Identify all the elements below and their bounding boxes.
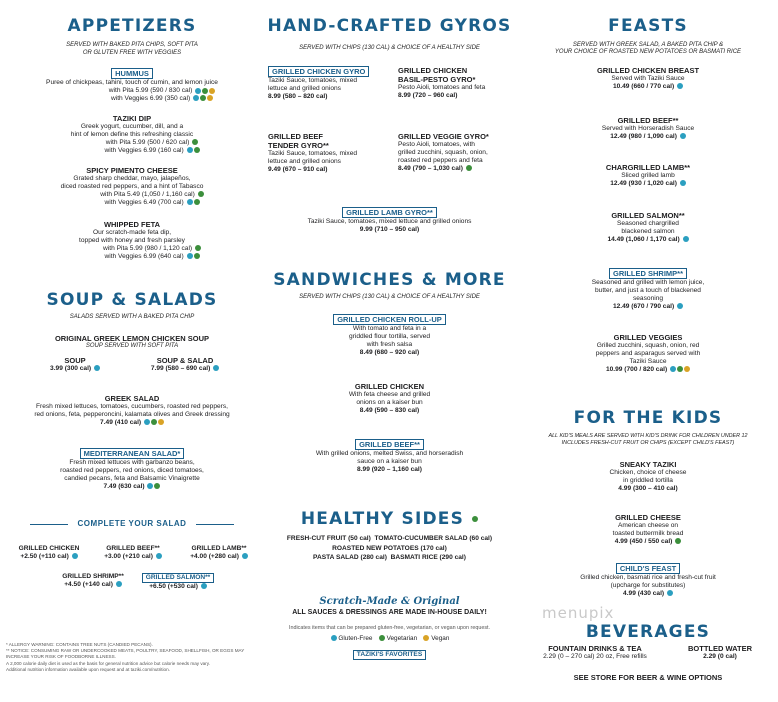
veggie-gyro-item bbox=[398, 132, 516, 173]
pesto-gyro-desc: Pesto Aioli, tomatoes and feta bbox=[398, 84, 486, 91]
healthy-sides-title bbox=[262, 509, 517, 529]
sandwiches-subtitle: SERVED WITH CHIPS (130 CAL) & CHOICE OF A HEALTHY SIDE bbox=[299, 294, 480, 300]
footnote-2: ** NOTICE: CONSUMING RAW OR UNDERCOOKED MEATS, POULTRY, SEAFOOD, SHELLFISH, OR EGGS MAY bbox=[6, 648, 245, 654]
vegan-icon bbox=[158, 419, 164, 425]
pimento-cheese-price-pita: with Pita 5.49 (1,050 / 1,160 cal) bbox=[100, 190, 195, 198]
pimento-cheese-desc-1: Grated sharp cheddar, mayo, jalapeños, bbox=[73, 175, 191, 182]
feast-salmon-name: GRILLED SALMON** bbox=[611, 211, 685, 220]
chicken-sandwich-desc-1: With feta cheese and grilled bbox=[348, 391, 431, 398]
beef-sandwich-desc-1: With grilled onions, melted Swiss, and horseradish bbox=[315, 450, 464, 458]
grilled-cheese-name: GRILLED CHEESE bbox=[615, 513, 681, 522]
beef-gyro-desc-1: Taziki Sauce, tomatoes, mixed bbox=[268, 150, 358, 157]
divider bbox=[196, 524, 234, 525]
vegan-icon bbox=[684, 366, 690, 372]
vegan-icon bbox=[207, 95, 213, 101]
gluten-free-icon bbox=[680, 133, 686, 139]
legend-vegetarian: Vegetarian bbox=[386, 635, 418, 642]
footnote-3: INCREASE YOUR RISK OF FOODBORNE ILLNESS. bbox=[6, 654, 116, 660]
beverages-title: BEVERAGES bbox=[585, 622, 711, 642]
rollup-desc-1: With tomato and feta in a bbox=[352, 325, 427, 333]
feast-shrimp-desc-2: butter, and just a touch of blackened bbox=[595, 287, 701, 295]
feast-veggies-name: GRILLED VEGGIES bbox=[613, 333, 683, 342]
beef-gyro-item bbox=[268, 132, 386, 174]
soup-price: 3.99 (300 cal) bbox=[50, 365, 92, 372]
pesto-gyro-name-2: BASIL-PESTO GYRO* bbox=[398, 75, 476, 84]
pesto-gyro-price: 8.99 (720 – 960 cal) bbox=[398, 91, 458, 99]
taziki-dip-item bbox=[0, 114, 264, 155]
complete-salad-heading: COMPLETE YOUR SALAD bbox=[77, 519, 187, 528]
vegan-icon bbox=[423, 635, 429, 641]
chicken-gyro-desc-1: Taziki Sauce, tomatoes, mixed bbox=[268, 77, 358, 85]
addon-lamb bbox=[184, 545, 254, 561]
hummus-price-pita: with Pita 5.99 (590 / 830 cal) bbox=[108, 87, 193, 95]
addon-price: +3.00 (+210 cal) bbox=[104, 552, 153, 560]
whipped-feta-price-pita: with Pita 5.99 (980 / 1,120 cal) bbox=[103, 244, 193, 252]
rollup-name: GRILLED CHICKEN ROLL-UP bbox=[333, 314, 446, 325]
vegetarian-icon bbox=[202, 88, 208, 94]
taziki-dip-name: TAZIKI DIP bbox=[112, 114, 152, 123]
pimento-cheese-name: SPICY PIMENTO CHEESE bbox=[86, 166, 178, 175]
vegetarian-icon bbox=[466, 165, 472, 171]
addon-salmon bbox=[140, 573, 216, 591]
gyros-title: HAND-CRAFTED GYROS bbox=[267, 16, 512, 36]
feast-chicken-name: GRILLED CHICKEN BREAST bbox=[596, 66, 700, 75]
gluten-free-icon bbox=[677, 303, 683, 309]
beer-wine-note: SEE STORE FOR BEER & WINE OPTIONS bbox=[573, 673, 723, 682]
vegetarian-icon bbox=[677, 366, 683, 372]
mediterranean-salad-price: 7.49 (630 cal) bbox=[103, 483, 145, 491]
kids-title: FOR THE KIDS bbox=[573, 408, 723, 428]
feast-veggies-desc-3: Taziki Sauce bbox=[629, 357, 667, 365]
rollup-price: 8.49 (680 – 920 cal) bbox=[359, 349, 420, 357]
chicken-sandwich-desc-2: onions on a kaiser bun bbox=[356, 398, 423, 406]
feast-beef-item bbox=[518, 116, 778, 141]
feasts-title: FEASTS bbox=[608, 16, 688, 36]
sides-list bbox=[262, 534, 517, 563]
soup-salad-price: 7.99 (580 – 690 cal) bbox=[150, 365, 211, 372]
soup-salad-label: SOUP & SALAD bbox=[156, 356, 214, 365]
rollup-desc-3: with fresh salsa bbox=[366, 341, 413, 349]
bottled-water-name: BOTTLED WATER bbox=[687, 644, 753, 653]
veggie-gyro-desc-3: roasted red peppers and feta bbox=[398, 156, 483, 164]
sneaky-taziki-desc-2: in griddled tortilla bbox=[623, 476, 673, 484]
beef-gyro-price: 9.49 (670 – 910 cal) bbox=[268, 165, 328, 173]
childs-feast-item bbox=[518, 563, 778, 598]
addon-price: +4.50 (+140 cal) bbox=[64, 580, 113, 588]
whipped-feta-desc-1: Our scratch-made feta dip, bbox=[92, 229, 172, 236]
feast-salmon-price: 14.49 (1,060 / 1,170 cal) bbox=[607, 235, 680, 243]
lemon-soup-name: ORIGINAL GREEK LEMON CHICKEN SOUP bbox=[54, 334, 210, 343]
hummus-name: HUMMUS bbox=[111, 68, 153, 79]
gluten-free-icon bbox=[242, 553, 248, 559]
footnote-4: A 2,000 calorie daily diet is used as the basis for general nutrition advice but calorie needs may vary. bbox=[6, 660, 210, 666]
fountain-drinks-price: 2.29 (0 – 270 cal) 20 oz, Free refills bbox=[543, 653, 647, 660]
beef-sandwich-name: GRILLED BEEF** bbox=[355, 439, 424, 450]
feast-salmon-item bbox=[518, 211, 778, 244]
gluten-free-icon bbox=[331, 635, 337, 641]
addon-name: GRILLED SALMON** bbox=[142, 573, 214, 583]
feast-shrimp-item bbox=[518, 268, 778, 311]
mediterranean-salad-desc-1: Fresh mixed lettuces with garbanzo beans, bbox=[69, 459, 195, 467]
house-made-note: ALL SAUCES & DRESSINGS ARE MADE IN-HOUSE DAILY! bbox=[292, 609, 487, 616]
vegetarian-icon bbox=[194, 253, 200, 259]
chicken-sandwich-name: GRILLED CHICKEN bbox=[354, 382, 425, 391]
beef-sandwich-price: 8.99 (920 – 1,160 cal) bbox=[357, 466, 422, 474]
addon-name: GRILLED LAMB** bbox=[191, 545, 247, 552]
soup-salads-title: SOUP & SALADS bbox=[46, 290, 218, 310]
addon-name: GRILLED SHRIMP** bbox=[62, 573, 124, 580]
soup-only bbox=[30, 356, 120, 373]
gluten-free-icon bbox=[195, 88, 201, 94]
addon-shrimp bbox=[56, 573, 130, 589]
gluten-free-icon bbox=[144, 419, 150, 425]
greek-salad-desc-1: Fresh mixed lettuces, tomatoes, cucumbers, roasted red peppers, bbox=[35, 403, 229, 410]
sneaky-taziki-desc-1: Chicken, choice of cheese bbox=[609, 469, 687, 476]
appetizers-subtitle-2: OR GLUTEN FREE WITH VEGGIES bbox=[82, 50, 182, 56]
feast-lamb-name: CHARGRILLED LAMB** bbox=[605, 163, 691, 172]
feast-chicken-price: 10.49 (660 / 770 cal) bbox=[612, 82, 675, 90]
footnotes bbox=[6, 642, 264, 673]
diet-legend bbox=[262, 635, 517, 643]
lamb-gyro-name: GRILLED LAMB GYRO** bbox=[342, 207, 437, 218]
mediterranean-salad-desc-2: roasted red peppers, red onions, diced tomatoes, bbox=[60, 467, 204, 475]
feast-veggies-desc-1: Grilled zucchini, squash, onion, red bbox=[596, 342, 700, 349]
chicken-gyro-item bbox=[268, 66, 386, 101]
addon-price: +6.50 (+530 cal) bbox=[149, 582, 198, 590]
childs-feast-name: CHILD'S FEAST bbox=[616, 563, 680, 574]
hummus-desc: Puree of chickpeas, tahini, touch of cumin, and lemon juice bbox=[46, 79, 218, 87]
bottled-water-price: 2.29 (0 cal) bbox=[703, 653, 737, 660]
watermark: menupix bbox=[542, 604, 615, 622]
fountain-drinks-item bbox=[532, 644, 658, 661]
appetizers-subtitle-1: SERVED WITH BAKED PITA CHIPS, SOFT PITA bbox=[66, 42, 198, 48]
vegetarian-icon bbox=[379, 635, 385, 641]
veggie-gyro-desc-1: Pesto Aioli, tomatoes, with bbox=[398, 141, 475, 148]
greek-salad-item bbox=[0, 394, 264, 427]
gluten-free-icon bbox=[677, 83, 683, 89]
beef-gyro-desc-2: lettuce and grilled onions bbox=[268, 157, 341, 165]
side-tomato-cucumber: TOMATO-CUCUMBER SALAD (60 cal) bbox=[374, 535, 493, 542]
chicken-sandwich-price: 8.49 (590 – 830 cal) bbox=[359, 406, 420, 414]
childs-feast-desc-2: (upcharge for substitutes) bbox=[610, 582, 686, 590]
addon-name: GRILLED CHICKEN bbox=[18, 545, 80, 552]
vegetarian-icon bbox=[675, 538, 681, 544]
addon-name: GRILLED BEEF** bbox=[106, 545, 160, 552]
feast-veggies-price: 10.99 (700 / 820 cal) bbox=[605, 365, 668, 373]
favorites-label: TAZIKI'S FAVORITES bbox=[353, 650, 426, 660]
footnote-1: * ALLERGY WARNING: CONTAINS TREE NUTS (CANDIED PECANS). bbox=[6, 642, 153, 647]
sneaky-taziki-item bbox=[518, 460, 778, 493]
gluten-free-icon bbox=[187, 147, 193, 153]
feast-shrimp-desc-3: seasoning bbox=[632, 295, 664, 303]
beef-gyro-name-1: GRILLED BEEF bbox=[268, 132, 324, 141]
hummus-price-veggies: with Veggies 6.99 (350 cal) bbox=[110, 95, 191, 103]
bottled-water-item bbox=[674, 644, 766, 661]
gluten-free-icon bbox=[193, 95, 199, 101]
veggie-gyro-name: GRILLED VEGGIE GYRO* bbox=[398, 132, 489, 141]
addon-chicken bbox=[16, 545, 82, 561]
taziki-dip-desc-2: hint of lemon define this refreshing classic bbox=[70, 130, 194, 138]
feast-beef-name: GRILLED BEEF** bbox=[617, 116, 679, 125]
feast-beef-desc: Served with Horseradish Sauce bbox=[601, 125, 695, 132]
gluten-free-icon bbox=[147, 483, 153, 489]
feast-chicken-item bbox=[518, 66, 778, 91]
chicken-gyro-desc-2: lettuce and grilled onions bbox=[268, 85, 341, 93]
chicken-gyro-price: 8.99 (580 – 820 cal) bbox=[268, 93, 328, 101]
greek-salad-desc-2: red onions, feta, pepperoncini, kalamata olives and Greek dressing bbox=[34, 410, 230, 418]
footnote-5: Additional nutrition information available upon request and at taziki.com/nutrition. bbox=[6, 666, 170, 672]
vegetarian-icon bbox=[472, 516, 478, 522]
feast-lamb-desc: Sliced grilled lamb bbox=[621, 172, 675, 179]
kids-subtitle-2: INCLUDES FRESH-CUT FRUIT OR CHIPS (EXCEPT CHILD'S FEAST) bbox=[561, 440, 735, 446]
sneaky-taziki-price: 4.99 (300 – 410 cal) bbox=[618, 484, 678, 492]
whipped-feta-price-veggies: with Veggies 6.99 (640 cal) bbox=[104, 252, 184, 260]
legend-note: Indicates items that can be prepared gluten-free, vegetarian, or vegan upon request. bbox=[288, 625, 491, 631]
grilled-cheese-item bbox=[518, 513, 778, 546]
gluten-free-icon bbox=[670, 366, 676, 372]
greek-salad-name: GREEK SALAD bbox=[104, 394, 160, 403]
feast-salmon-desc-2: blackened salmon bbox=[621, 227, 675, 235]
addon-price: +4.00 (+280 cal) bbox=[190, 552, 239, 560]
pesto-gyro-name-1: GRILLED CHICKEN bbox=[398, 66, 468, 75]
chicken-gyro-name: GRILLED CHICKEN GYRO bbox=[268, 66, 369, 77]
divider bbox=[30, 524, 68, 525]
legend-vegan: Vegan bbox=[431, 635, 450, 642]
lamb-gyro-item bbox=[262, 207, 517, 234]
pimento-cheese-item bbox=[0, 166, 264, 207]
childs-feast-desc-1: Grilled chicken, basmati rice and fresh-cut fruit bbox=[580, 574, 716, 582]
grilled-cheese-price: 4.99 (450 / 550 cal) bbox=[614, 537, 673, 545]
lamb-gyro-desc: Taziki Sauce, tomatoes, mixed lettuce and grilled onions bbox=[307, 218, 472, 226]
gyros-subtitle: SERVED WITH CHIPS (130 CAL) & CHOICE OF A HEALTHY SIDE bbox=[299, 45, 480, 51]
gluten-free-icon bbox=[187, 253, 193, 259]
feast-veggies-desc-2: peppers and asparagus served with bbox=[595, 349, 701, 357]
taziki-dip-desc-1: Greek yogurt, cucumber, dill, and a bbox=[80, 123, 184, 130]
vegetarian-icon bbox=[198, 191, 204, 197]
vegetarian-icon bbox=[194, 199, 200, 205]
rollup-desc-2: griddled flour tortilla, served bbox=[349, 333, 430, 341]
grilled-cheese-desc-2: toasted buttermilk bread bbox=[612, 529, 684, 537]
side-pasta: PASTA SALAD (280 cal) bbox=[313, 554, 387, 562]
taziki-dip-price-veggies: with Veggies 6.99 (160 cal) bbox=[104, 146, 184, 154]
scratch-made-heading: Scratch-Made & Original bbox=[319, 596, 460, 607]
favorites-badge bbox=[262, 650, 517, 660]
feast-beef-price: 12.49 (980 / 1,090 cal) bbox=[610, 132, 677, 140]
soup-and-salad bbox=[130, 356, 240, 373]
feast-veggies-item bbox=[518, 333, 778, 374]
gluten-free-icon bbox=[72, 553, 78, 559]
feast-salmon-desc-1: Seasoned chargrilled bbox=[617, 220, 679, 227]
beef-sandwich-item bbox=[262, 439, 517, 474]
taziki-dip-price-pita: with Pita 5.99 (500 / 620 cal) bbox=[105, 138, 190, 146]
beef-sandwich-desc-2: sauce on a kaiser bun bbox=[357, 458, 422, 466]
gluten-free-icon bbox=[116, 581, 122, 587]
chicken-sandwich-item bbox=[262, 382, 517, 415]
mediterranean-salad-desc-3: candied pecans, feta and Balsamic Vinaigrette bbox=[64, 475, 200, 483]
gluten-free-icon bbox=[94, 365, 100, 371]
beef-gyro-name-2: TENDER GYRO** bbox=[268, 141, 329, 150]
feast-lamb-item bbox=[518, 163, 778, 188]
feasts-subtitle-2: YOUR CHOICE OF ROASTED NEW POTATOES OR BASMATI RICE bbox=[554, 49, 742, 55]
mediterranean-salad-name: MEDITERRANEAN SALAD* bbox=[80, 448, 185, 459]
vegetarian-icon bbox=[192, 139, 198, 145]
feast-shrimp-price: 12.49 (670 / 790 cal) bbox=[612, 303, 675, 311]
soup-label: SOUP bbox=[64, 356, 86, 365]
addon-price: +2.50 (+110 cal) bbox=[20, 552, 69, 560]
vegetarian-icon bbox=[194, 147, 200, 153]
soup-salads-subtitle: SALADS SERVED WITH A BAKED PITA CHIP bbox=[69, 314, 195, 320]
legend-gluten-free: Gluten-Free bbox=[338, 635, 373, 642]
fountain-drinks-name: FOUNTAIN DRINKS & TEA bbox=[548, 644, 642, 653]
vegetarian-icon bbox=[151, 419, 157, 425]
side-potatoes: ROASTED NEW POTATOES (170 cal) bbox=[332, 544, 447, 552]
lamb-gyro-price: 9.99 (710 – 950 cal) bbox=[359, 226, 420, 234]
feast-shrimp-name: GRILLED SHRIMP** bbox=[609, 268, 687, 279]
gluten-free-icon bbox=[213, 365, 219, 371]
gluten-free-icon bbox=[187, 199, 193, 205]
veggie-gyro-price: 8.49 (790 – 1,030 cal) bbox=[398, 164, 463, 172]
rollup-item bbox=[262, 314, 517, 357]
healthy-sides-label: HEALTHY SIDES bbox=[300, 509, 465, 529]
greek-salad-price: 7.49 (410 cal) bbox=[100, 418, 142, 426]
childs-feast-price: 4.99 (430 cal) bbox=[623, 590, 665, 598]
gluten-free-icon bbox=[201, 583, 207, 589]
gluten-free-icon bbox=[683, 236, 689, 242]
mediterranean-salad-item bbox=[0, 448, 264, 491]
lemon-soup-sub: SOUP SERVED WITH SOFT PITA bbox=[85, 343, 179, 349]
sandwiches-title: SANDWICHES & MORE bbox=[273, 270, 506, 290]
whipped-feta-name: WHIPPED FETA bbox=[103, 220, 161, 229]
vegetarian-icon bbox=[195, 245, 201, 251]
hummus-item bbox=[0, 68, 264, 103]
addon-beef bbox=[98, 545, 168, 561]
side-fruit: FRESH-CUT FRUIT (50 cal) bbox=[286, 535, 371, 542]
feasts-subtitle-1: SERVED WITH GREEK SALAD, A BAKED PITA CHIP & bbox=[572, 42, 724, 48]
feast-shrimp-desc-1: Seasoned and grilled with lemon juice, bbox=[591, 279, 705, 287]
side-rice: BASMATI RICE (290 cal) bbox=[390, 554, 466, 562]
grilled-cheese-desc-1: American cheese on bbox=[617, 522, 679, 529]
feast-lamb-price: 12.49 (930 / 1,020 cal) bbox=[610, 179, 677, 187]
vegetarian-icon bbox=[154, 483, 160, 489]
sneaky-taziki-name: SNEAKY TAZIKI bbox=[619, 460, 677, 469]
appetizers-title: APPETIZERS bbox=[67, 16, 197, 36]
gluten-free-icon bbox=[680, 180, 686, 186]
pesto-gyro-item bbox=[398, 66, 516, 100]
vegetarian-icon bbox=[200, 95, 206, 101]
feast-chicken-desc: Served with Taziki Sauce bbox=[611, 75, 685, 82]
veggie-gyro-desc-2: grilled zucchini, squash, onion, bbox=[398, 148, 488, 156]
vegan-icon bbox=[209, 88, 215, 94]
lemon-soup-item bbox=[0, 334, 264, 350]
gluten-free-icon bbox=[667, 590, 673, 596]
whipped-feta-desc-2: topped with honey and fresh parsley bbox=[79, 236, 185, 244]
pimento-cheese-desc-2: diced roasted red peppers, and a hint of Tabasco bbox=[60, 182, 204, 190]
pimento-cheese-price-veggies: with Veggies 6.49 (700 cal) bbox=[104, 198, 184, 206]
gluten-free-icon bbox=[156, 553, 162, 559]
kids-subtitle-1: ALL KID'S MEALS ARE SERVED WITH KID'S DRINK FOR CHILDREN UNDER 12 bbox=[548, 433, 748, 439]
whipped-feta-item bbox=[0, 220, 264, 261]
